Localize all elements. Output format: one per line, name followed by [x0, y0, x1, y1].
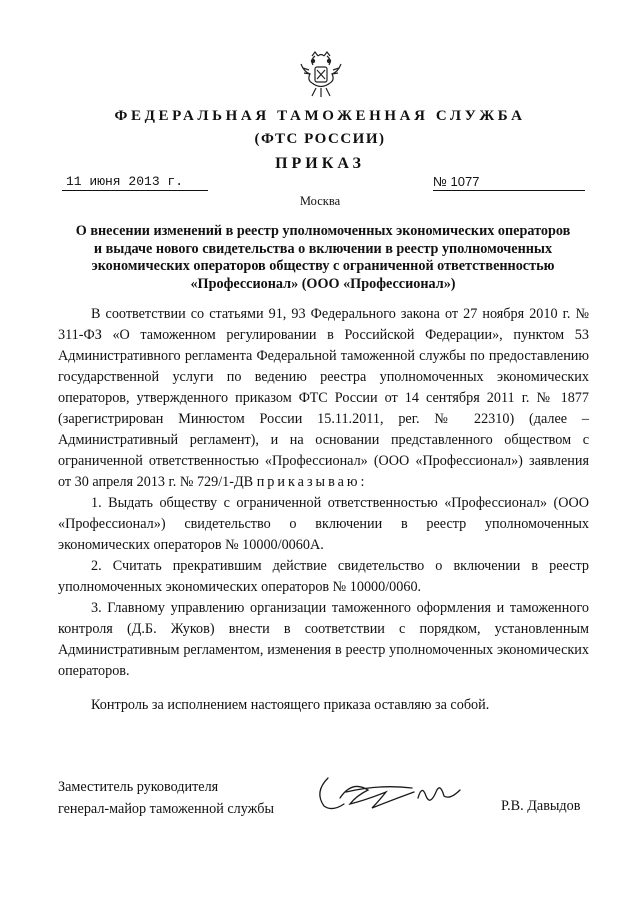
control-clause: Контроль за исполнением настоящего приказа оставляю за собой. [91, 697, 490, 713]
order-number: № 1077 [433, 174, 585, 191]
agency-name: ФЕДЕРАЛЬНАЯ ТАМОЖЕННАЯ СЛУЖБА [114, 108, 526, 124]
preamble-paragraph [58, 304, 589, 493]
order-date: 11 июня 2013 г. [62, 174, 208, 191]
signer-position-line: Заместитель руководителя [58, 779, 219, 795]
order-body [58, 304, 589, 682]
signer-position-line: генерал-майор таможенной службы [58, 801, 275, 817]
document-type: ПРИКАЗ [275, 155, 365, 172]
signer-name: Р.В. Давыдов [501, 798, 581, 814]
order-heading [58, 223, 588, 293]
coat-of-arms-icon [298, 50, 344, 100]
heading-line: экономических операторов обществу с ограниченной ответственностью [91, 258, 555, 274]
heading-line: О внесении изменений в реестр уполномоченных экономических операторов [75, 223, 571, 239]
order-item: 1. Выдать обществу с ограниченной ответственностью «Профессионал» (ООО «Профессионал») свидетельство о включении в реестр уполномоченных экономических операторов № 10000/0060А. [58, 495, 589, 553]
signer-position [58, 776, 274, 820]
city: Москва [299, 194, 341, 208]
order-item: 3. Главному управлению организации таможенного оформления и таможенного контроля (Д.Б. Жуков) внести в соответствии с порядком, установленным Административным регламентом, изменения в реестр уполномоченных экономических операторов. [58, 600, 589, 679]
handwritten-signature [310, 770, 480, 816]
order-word: приказываю: [256, 474, 368, 490]
heading-line: «Профессионал» (ООО «Профессионал») [190, 275, 456, 292]
agency-short-name: (ФТС РОССИИ) [254, 131, 386, 147]
heading-line: и выдаче нового свидетельства о включении в реестр уполномоченных [93, 240, 553, 257]
order-item: 2. Считать прекратившим действие свидетельство о включении в реестр уполномоченных экономических операторов № 10000/0060. [58, 558, 589, 595]
preamble-text: В соответствии со статьями 91, 93 Федерального закона от 27 ноября 2010 г. № 311-ФЗ «О таможенном регулировании в Российской Федерации», пунктом 53 Административного регламента Федеральной таможенной службы по предоставлению государственной услуги по ведению реестра уполномоченных экономических операторов, утвержденного приказом ФТС России от 14 сентября 2011 г. № 1877 (зарегистрирован Минюстом России 15.11.2011, рег. № 22310) (далее – Административный регламент), и на основании представленного обществом с ограниченной ответственностью «Профессионал» (ООО «Профессионал») заявления от 30 апреля 2013 г. № 729/1-ДВ [58, 306, 589, 490]
